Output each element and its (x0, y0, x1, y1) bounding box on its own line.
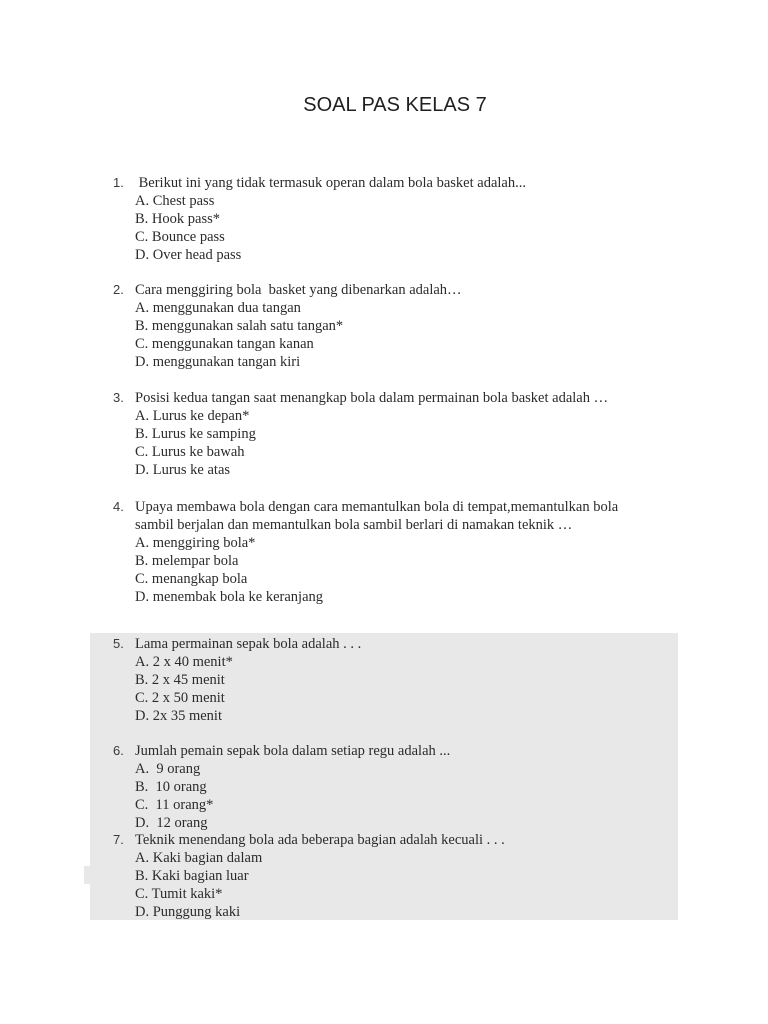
question-text: Berikut ini yang tidak termasuk operan dalam bola basket adalah... (135, 175, 526, 191)
question-text: Jumlah pemain sepak bola dalam setiap regu adalah ... (135, 743, 451, 759)
option-b: B. Hook pass* (135, 211, 220, 227)
question-number: 5. (113, 636, 124, 651)
option-d: D. 12 orang (135, 815, 208, 831)
option-c: C. 2 x 50 menit (135, 690, 225, 706)
question-number: 4. (113, 499, 124, 514)
question-number: 3. (113, 390, 124, 405)
option-c: C. Tumit kaki* (135, 886, 223, 902)
option-b: B. Lurus ke samping (135, 426, 256, 442)
question-text: Cara menggiring bola basket yang dibenarkan adalah… (135, 282, 462, 298)
question-text: Lama permainan sepak bola adalah . . . (135, 636, 362, 652)
option-d: D. Lurus ke atas (135, 462, 231, 478)
option-a: A. Lurus ke depan* (135, 408, 250, 424)
option-d: D. Punggung kaki (135, 904, 241, 920)
option-c: C. menangkap bola (135, 571, 248, 587)
option-b: B. 10 orang (135, 779, 207, 795)
question-number: 6. (113, 743, 124, 758)
question-number: 7. (113, 832, 124, 847)
option-b: B. melempar bola (135, 553, 239, 569)
page-title: SOAL PAS KELAS 7 (303, 94, 487, 116)
option-d: D. 2x 35 menit (135, 708, 222, 724)
option-d: D. menggunakan tangan kiri (135, 354, 301, 370)
question-number: 2. (113, 282, 124, 297)
option-c: C. Bounce pass (135, 229, 225, 245)
option-c: C. 11 orang* (135, 797, 214, 813)
question-number: 1. (113, 175, 124, 190)
option-d: D. menembak bola ke keranjang (135, 589, 324, 605)
option-c: C. menggunakan tangan kanan (135, 336, 314, 352)
option-a: A. Chest pass (135, 193, 215, 209)
option-a: A. menggunakan dua tangan (135, 300, 301, 316)
option-b: B. menggunakan salah satu tangan* (135, 318, 344, 334)
highlight-band-notch (84, 866, 96, 884)
option-b: B. Kaki bagian luar (135, 868, 249, 884)
question-text: Upaya membawa bola dengan cara memantulkan bola di tempat,memantulkan bola sambil berjalan dan memantulkan bola sambil berlari di namakan teknik … (135, 499, 622, 533)
question-text: Posisi kedua tangan saat menangkap bola dalam permainan bola basket adalah … (135, 390, 609, 406)
option-a: A. 2 x 40 menit* (135, 654, 233, 670)
question-text: Teknik menendang bola ada beberapa bagian adalah kecuali . . . (135, 832, 505, 848)
option-d: D. Over head pass (135, 247, 242, 263)
option-c: C. Lurus ke bawah (135, 444, 245, 460)
option-a: A. 9 orang (135, 761, 201, 777)
option-a: A. Kaki bagian dalam (135, 850, 263, 866)
option-b: B. 2 x 45 menit (135, 672, 225, 688)
option-a: A. menggiring bola* (135, 535, 256, 551)
